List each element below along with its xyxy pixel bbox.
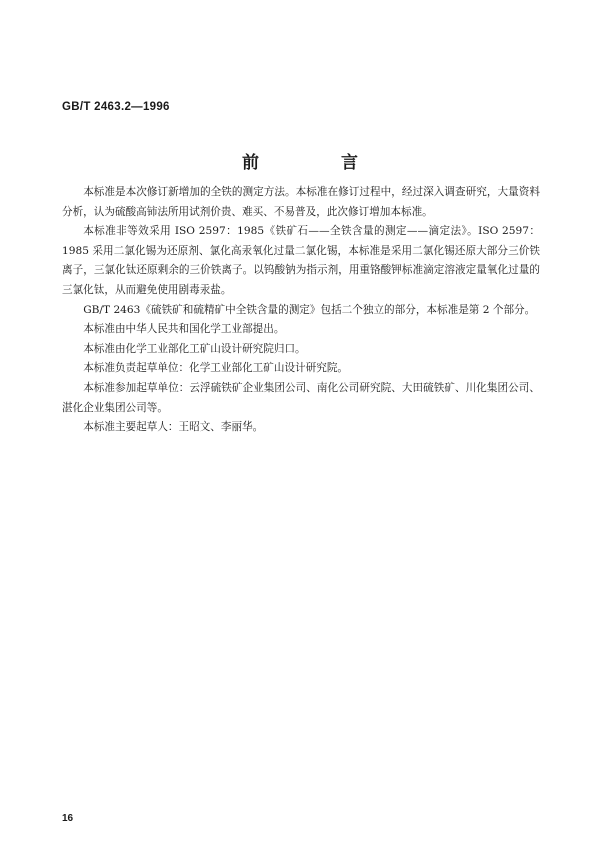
paragraph-centralized-by: 本标准由化学工业部化工矿山设计研究院归口。 [83,342,306,355]
standard-code: GB/T 2463.2—1996 [62,101,170,113]
paragraph-intro: 本标准是本次修订新增加的全铁的测定方法。本标准在修订过程中，经过深入调查研究，大量资料分析，认为硫酸高铈法所用试剂价贵、难买、不易普及，此次修订增加本标准。 [62,186,540,218]
paragraph-iso-reference: 本标准非等效采用 ISO 2597：1985《铁矿石——全铁含量的测定——滴定法》。ISO 2597：1985 采用二氯化锡为还原剂、氯化高汞氧化过量二氯化锡，本标准是采用二氯化锡还原大部分三价铁离子，三氯化钛还原剩余的三价铁离子。以钨酸钠为指示剂，用重铬酸钾标准滴定溶液定量氧化过量的三氯化钛，从而避免使用剧毒汞盐。 [62,225,540,296]
paragraph-proposed-by: 本标准由中华人民共和国化学工业部提出。 [83,323,285,336]
paragraph-drafters: 本标准主要起草人：王昭文、李丽华。 [83,421,264,434]
page-title: 前 言 [242,153,396,173]
paragraph-participating-units: 本标准参加起草单位：云浮硫铁矿企业集团公司、南化公司研究院、大田硫铁矿、川化集团公司、湛化企业集团公司等。 [62,381,540,414]
page-number: 16 [62,813,74,824]
paragraph-parts: GB/T 2463《硫铁矿和硫精矿中全铁含量的测定》包括二个独立的部分，本标准是第 2 个部分。 [83,303,536,316]
foreword-body [62,183,540,438]
paragraph-drafting-unit: 本标准负责起草单位：化学工业部化工矿山设计研究院。 [83,362,349,375]
